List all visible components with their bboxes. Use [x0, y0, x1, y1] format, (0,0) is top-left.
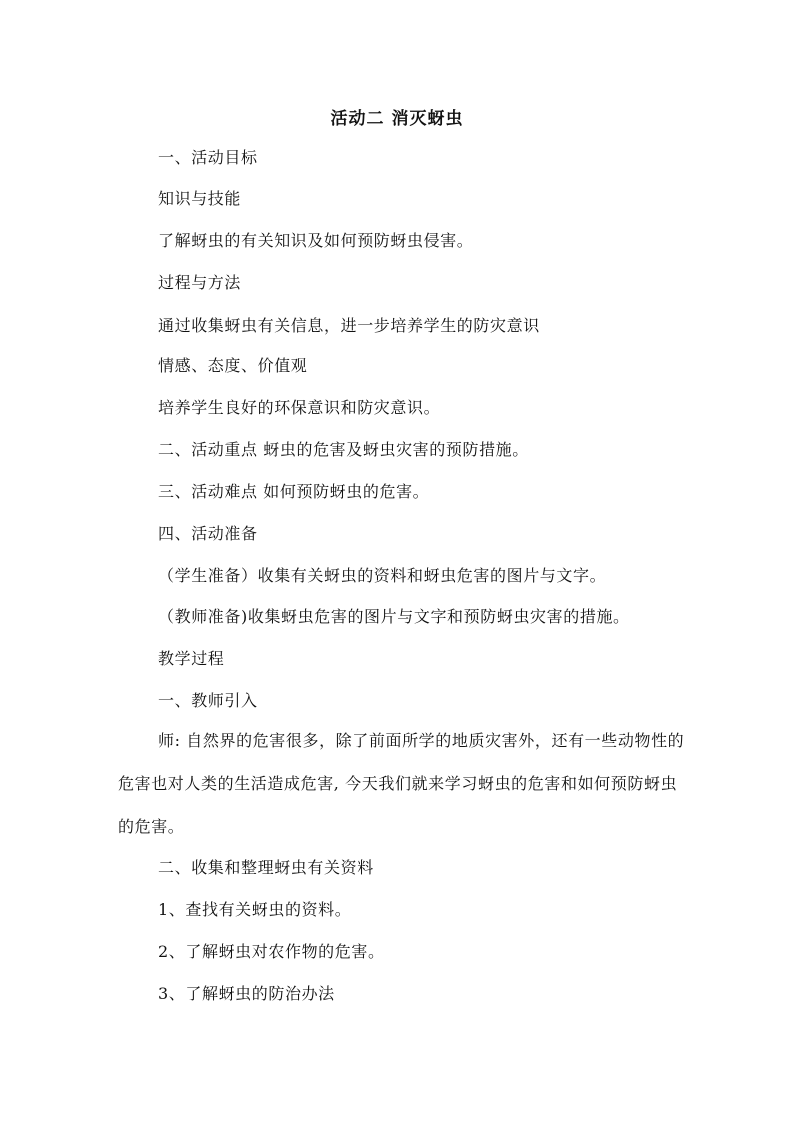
section-heading-key-points: 二、活动重点 蚜虫的危害及蚜虫灾害的预防措施。	[158, 440, 529, 459]
subheading-knowledge-skills: 知识与技能	[158, 189, 242, 208]
list-item: 2、了解蚜虫对农作物的危害。	[158, 942, 385, 961]
text-line: 培养学生良好的环保意识和防灾意识。	[158, 398, 441, 417]
section-heading-collect: 二、收集和整理蚜虫有关资料	[158, 858, 374, 877]
text-line: 通过收集蚜虫有关信息，进一步培养学生的防灾意识	[158, 316, 540, 335]
document-title: 活动二 消灭蚜虫	[330, 109, 464, 129]
text-line: （学生准备）收集有关蚜虫的资料和蚜虫危害的图片与文字。	[158, 566, 607, 585]
list-item: 3、了解蚜虫的防治办法	[158, 984, 335, 1003]
section-heading-difficulties: 三、活动难点 如何预防蚜虫的危害。	[158, 482, 430, 501]
intro-paragraph: 师: 自然界的危害很多，除了前面所学的地质灾害外，还有一些动物性的危害也对人类的生活造成危害, 今天我们就来学习蚜虫的危害和如何预防蚜虫的危害。	[118, 731, 685, 836]
section-heading-teacher-intro: 一、教师引入	[158, 691, 258, 710]
text-line: 了解蚜虫的有关知识及如何预防蚜虫侵害。	[158, 231, 474, 250]
section-heading-goals: 一、活动目标	[158, 148, 258, 167]
text-line: （教师准备)收集蚜虫危害的图片与文字和预防蚜虫灾害的措施。	[158, 607, 630, 626]
list-item: 1、查找有关蚜虫的资料。	[158, 900, 352, 919]
subheading-process-method: 过程与方法	[158, 273, 242, 292]
section-heading-preparation: 四、活动准备	[158, 524, 258, 543]
section-heading-teaching-process: 教学过程	[158, 649, 225, 668]
subheading-emotion-attitude: 情感、态度、价值观	[158, 356, 308, 375]
